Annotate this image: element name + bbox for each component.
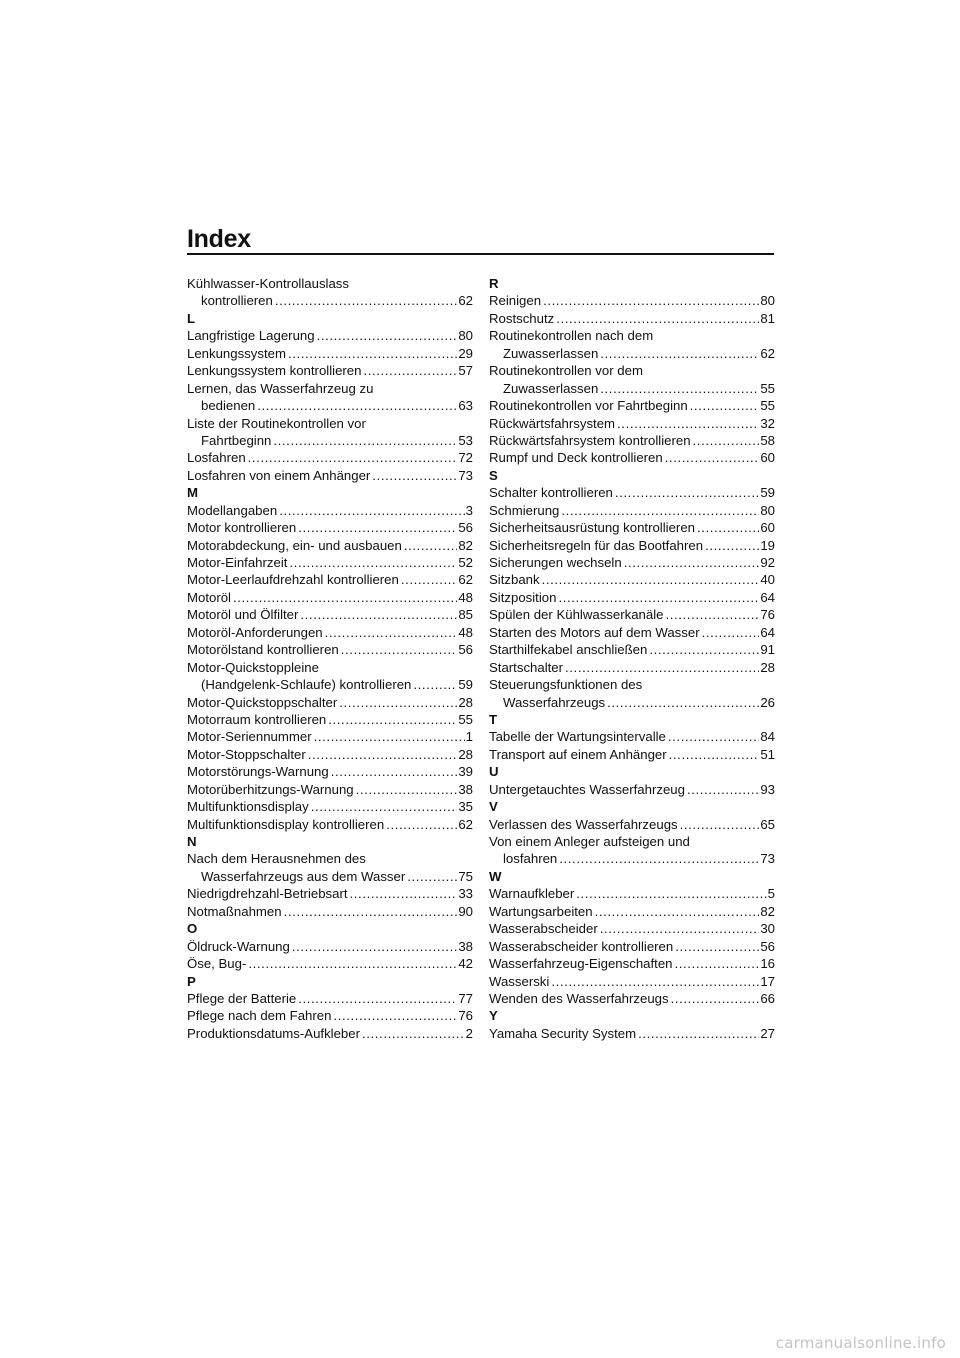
index-page-number: 39 — [458, 764, 473, 780]
index-entry — [187, 1025, 473, 1042]
dot-leader — [314, 728, 465, 745]
dot-leader — [372, 467, 457, 484]
index-entry — [187, 885, 473, 902]
title-divider — [187, 253, 774, 255]
index-entry — [187, 659, 473, 694]
dot-leader — [289, 554, 457, 571]
dot-leader — [600, 345, 759, 362]
index-entry — [187, 850, 473, 885]
dot-leader — [339, 694, 457, 711]
index-entry — [489, 415, 775, 432]
dot-leader — [288, 345, 457, 362]
index-entry — [187, 781, 473, 798]
dot-leader — [705, 537, 759, 554]
index-page-number: 32 — [760, 415, 775, 431]
dot-leader — [558, 589, 759, 606]
index-entry-text: Losfahren von einem Anhänger — [187, 467, 371, 483]
dot-leader — [273, 432, 457, 449]
index-entry — [187, 624, 473, 641]
dot-leader — [292, 938, 457, 955]
index-entry-text: Notmaßnahmen — [187, 903, 282, 919]
index-entry-text: Rumpf und Deck kontrollieren — [489, 450, 663, 466]
index-page-number: 42 — [458, 956, 473, 972]
index-entry-text: Starten des Motors auf dem Wasser — [489, 624, 700, 640]
dot-leader — [341, 641, 458, 658]
index-page-number: 33 — [458, 886, 473, 902]
index-page-number: 51 — [760, 746, 775, 762]
index-entry — [489, 676, 775, 711]
dot-leader — [649, 641, 759, 658]
index-entry-text: Motorüberhitzungs-Warnung — [187, 781, 354, 797]
index-entry-text: Motorstörungs-Warnung — [187, 764, 329, 780]
index-entry-text: kontrollieren — [201, 293, 273, 309]
index-page-number: 62 — [458, 293, 473, 309]
index-page-number: 28 — [458, 746, 473, 762]
dot-leader — [401, 571, 457, 588]
index-entry — [489, 397, 775, 414]
index-page-number: 80 — [760, 502, 775, 518]
index-entry-text: Routinekontrollen vor dem — [489, 363, 643, 379]
index-entry — [489, 589, 775, 606]
index-entry-text: Öldruck-Warnung — [187, 938, 290, 954]
dot-leader — [386, 816, 457, 833]
index-entry — [489, 449, 775, 466]
index-entry-text: Sitzposition — [489, 589, 557, 605]
index-entry — [187, 990, 473, 1007]
index-entry-text: Modellangaben — [187, 502, 278, 518]
dot-leader — [328, 711, 457, 728]
index-entry-text: Spülen der Kühlwasserkanäle — [489, 607, 664, 623]
index-entry-text: Motor-Einfahrzeit — [187, 555, 288, 570]
index-page-number: 62 — [458, 572, 473, 588]
index-entry-text: Sicherheitsregeln für das Bootfahren — [489, 537, 704, 553]
index-page-number: 81 — [760, 310, 775, 326]
dot-leader — [325, 624, 458, 641]
index-letter-heading: S — [489, 467, 498, 483]
index-entry-text: Starthilfekabel anschließen — [489, 642, 648, 658]
dot-leader — [665, 606, 759, 623]
index-entry — [489, 571, 775, 588]
index-entry-text: Wasserabscheider — [489, 921, 598, 937]
index-page-number: 73 — [760, 851, 775, 867]
dot-leader — [543, 292, 759, 309]
index-page-number: 82 — [760, 903, 775, 919]
index-column-left — [187, 275, 473, 1042]
index-entry-text: Motor-Quickstoppleine — [187, 659, 319, 675]
index-page-number: 62 — [458, 816, 473, 832]
index-entry — [187, 589, 473, 606]
index-letter-heading: M — [187, 485, 198, 501]
index-page-number: 3 — [465, 502, 473, 518]
dot-leader — [624, 554, 760, 571]
dot-leader — [675, 938, 759, 955]
index-entry — [187, 502, 473, 519]
dot-leader — [333, 1007, 457, 1024]
index-entry-text: Wasserski — [489, 973, 550, 989]
dot-leader — [350, 885, 458, 902]
index-letter-heading: P — [187, 973, 196, 989]
index-page-number: 84 — [760, 729, 775, 745]
index-entry — [187, 380, 473, 415]
index-entry-text: Transport auf einem Anhänger — [489, 746, 667, 762]
index-page-number: 85 — [458, 607, 473, 623]
index-entry-text: Lernen, das Wasserfahrzeug zu — [187, 380, 374, 396]
index-page-number: 92 — [760, 555, 775, 570]
index-page-number: 53 — [458, 432, 473, 448]
index-page-number: 38 — [458, 781, 473, 797]
index-entry-text: Verlassen des Wasserfahrzeugs — [489, 816, 678, 832]
index-entry-text: Pflege nach dem Fahren — [187, 1008, 332, 1024]
index-entry-text: Multifunktionsdisplay — [187, 799, 309, 815]
index-page-number: 56 — [458, 520, 473, 536]
dot-leader — [556, 310, 759, 327]
dot-leader — [665, 449, 760, 466]
index-entry-text: Motorraum kontrollieren — [187, 711, 327, 727]
index-entry-text: bedienen — [201, 398, 256, 414]
index-entry-text: Untergetauchtes Wasserfahrzeug — [489, 781, 685, 797]
index-page-number: 19 — [760, 537, 775, 553]
index-entry-text: Liste der Routinekontrollen vor — [187, 415, 366, 431]
dot-leader — [561, 502, 759, 519]
index-page-number: 73 — [458, 467, 473, 483]
index-page-number: 27 — [760, 1025, 775, 1041]
index-entry-text: Niedrigdrehzahl-Betriebsart — [187, 886, 348, 902]
dot-leader — [248, 955, 457, 972]
index-page-number: 55 — [760, 380, 775, 396]
index-entry-text: Wasserabscheider kontrollieren — [489, 938, 674, 954]
index-entry — [489, 432, 775, 449]
dot-leader — [607, 694, 759, 711]
dot-leader — [298, 990, 457, 1007]
dot-leader — [671, 990, 760, 1007]
dot-leader — [565, 659, 759, 676]
index-entry — [187, 798, 473, 815]
dot-leader — [668, 728, 759, 745]
index-page-number: 91 — [760, 642, 775, 658]
dot-leader — [317, 327, 458, 344]
index-page-number: 57 — [458, 363, 473, 379]
index-page-number: 72 — [458, 450, 473, 466]
index-entry-text: Rückwärtsfahrsystem kontrollieren — [489, 432, 691, 448]
index-entry-text: Motorabdeckung, ein- und ausbauen — [187, 537, 402, 553]
index-entry-text: Von einem Anleger aufsteigen und — [489, 834, 690, 849]
index-entry-text: Startschalter — [489, 659, 564, 675]
index-entry — [187, 763, 473, 780]
dot-leader — [697, 519, 759, 536]
index-entry — [489, 1025, 775, 1042]
index-page-number: 55 — [760, 398, 775, 414]
index-entry — [489, 816, 775, 833]
index-entry — [187, 903, 473, 920]
footer-watermark: carmanualsonline.info — [775, 1334, 946, 1352]
index-entry-text: Warnaufkleber — [489, 886, 575, 902]
index-entry — [489, 955, 775, 972]
index-page-number: 17 — [760, 973, 775, 989]
index-entry — [187, 519, 473, 536]
index-page-number: 48 — [458, 589, 473, 605]
index-entry — [489, 990, 775, 1007]
dot-leader — [413, 676, 457, 693]
index-entry-text: Zuwasserlassen — [503, 380, 599, 396]
index-letter-heading: T — [489, 711, 498, 727]
index-page-number: 56 — [760, 938, 775, 954]
index-entry — [187, 467, 473, 484]
dot-leader — [638, 1025, 759, 1042]
index-entry — [489, 903, 775, 920]
index-entry-text: Motoröl und Ölfilter — [187, 607, 299, 623]
index-entry — [489, 728, 775, 745]
index-entry — [489, 537, 775, 554]
index-entry-text: Langfristige Lagerung — [187, 328, 315, 344]
dot-leader — [279, 502, 464, 519]
index-entry-text: Lenkungssystem — [187, 345, 286, 361]
dot-leader — [542, 571, 760, 588]
index-page-number: 76 — [760, 607, 775, 623]
index-entry — [489, 833, 775, 868]
index-letter-heading: N — [187, 834, 197, 849]
index-entry-text: Motor kontrollieren — [187, 520, 297, 536]
dot-leader — [680, 816, 760, 833]
index-page-number: 35 — [458, 799, 473, 815]
index-entry-text: Schmierung — [489, 502, 560, 518]
index-entry — [489, 781, 775, 798]
index-entry-text: Routinekontrollen vor Fahrtbeginn — [489, 398, 688, 414]
index-entry — [489, 746, 775, 763]
index-entry-text: Yamaha Security System — [489, 1025, 637, 1041]
index-letter-heading: O — [187, 921, 198, 937]
index-page-number: 26 — [760, 694, 775, 710]
index-page-number: 66 — [760, 990, 775, 1006]
index-entry — [489, 641, 775, 658]
dot-leader — [600, 380, 759, 397]
index-letter-heading: U — [489, 764, 499, 780]
index-entry — [489, 362, 775, 397]
index-entry — [187, 415, 473, 450]
index-page-number: 60 — [760, 520, 775, 536]
index-page-number: 56 — [458, 642, 473, 658]
index-entry — [187, 362, 473, 379]
dot-leader — [356, 781, 458, 798]
dot-leader — [275, 292, 457, 309]
index-page-number: 38 — [458, 938, 473, 954]
index-page-number: 76 — [458, 1008, 473, 1024]
index-letter-heading: V — [489, 799, 498, 815]
index-entry-text: Rostschutz — [489, 310, 555, 326]
dot-leader — [559, 850, 759, 867]
index-entry — [187, 641, 473, 658]
dot-leader — [404, 537, 458, 554]
index-entry — [489, 519, 775, 536]
index-entry-text: Reinigen — [489, 293, 542, 309]
dot-leader — [300, 606, 457, 623]
dot-leader — [363, 362, 457, 379]
index-page-number: 63 — [458, 398, 473, 414]
index-entry-text: Fahrtbeginn — [201, 432, 272, 448]
index-entry-text: Produktionsdatums-Aufkleber — [187, 1025, 360, 1041]
page-title: Index — [187, 225, 251, 253]
index-page-number: 60 — [760, 450, 775, 466]
index-entry — [187, 554, 473, 571]
index-entry — [187, 571, 473, 588]
index-entry — [489, 310, 775, 327]
index-letter-heading: Y — [489, 1008, 498, 1024]
index-entry-text: Motoröl — [187, 589, 231, 605]
index-page-number: 52 — [458, 555, 473, 570]
index-page-number: 2 — [465, 1025, 473, 1041]
index-entry-text: Steuerungsfunktionen des — [489, 677, 643, 693]
index-entry-text: Motor-Leerlaufdrehzahl kontrollieren — [187, 572, 399, 588]
dot-leader — [331, 763, 458, 780]
dot-leader — [362, 1025, 465, 1042]
index-entry-text: Sicherheitsausrüstung kontrollieren — [489, 520, 695, 536]
dot-leader — [233, 589, 457, 606]
index-column-right — [489, 275, 775, 1042]
index-entry-text: Motor-Seriennummer — [187, 729, 312, 745]
index-entry — [489, 502, 775, 519]
index-page-number: 65 — [760, 816, 775, 832]
index-entry-text: Multifunktionsdisplay kontrollieren — [187, 816, 385, 832]
index-entry-text: Wasserfahrzeug-Eigenschaften — [489, 956, 673, 972]
dot-leader — [687, 781, 759, 798]
dot-leader — [675, 955, 760, 972]
index-entry — [187, 746, 473, 763]
index-page-number: 64 — [760, 624, 775, 640]
dot-leader — [407, 868, 457, 885]
index-entry-text: Pflege der Batterie — [187, 990, 297, 1006]
index-entry-text: Rückwärtsfahrsystem — [489, 415, 616, 431]
index-entry-text: Routinekontrollen nach dem — [489, 328, 654, 344]
index-entry — [187, 711, 473, 728]
index-entry — [489, 938, 775, 955]
index-entry-text: (Handgelenk-Schlaufe) kontrollieren — [201, 677, 412, 693]
index-entry-text: Motor-Stoppschalter — [187, 746, 306, 762]
index-entry — [489, 920, 775, 937]
index-entry — [187, 816, 473, 833]
index-entry-text: Losfahren — [187, 450, 246, 466]
index-entry-text: Wasserfahrzeugs — [503, 694, 606, 710]
index-entry — [187, 728, 473, 745]
index-entry — [489, 606, 775, 623]
index-entry — [489, 624, 775, 641]
dot-leader — [595, 903, 760, 920]
index-entry — [489, 554, 775, 571]
index-entry — [187, 938, 473, 955]
index-page-number: 82 — [458, 537, 473, 553]
index-page-number: 48 — [458, 624, 473, 640]
dot-leader — [551, 973, 759, 990]
index-entry-text: Motoröl-Anforderungen — [187, 624, 323, 640]
dot-leader — [311, 798, 458, 815]
index-page-number: 59 — [760, 485, 775, 501]
index-entry — [187, 327, 473, 344]
dot-leader — [669, 746, 760, 763]
index-entry — [489, 885, 775, 902]
index-page-number: 77 — [458, 990, 473, 1006]
index-entry-text: Zuwasserlassen — [503, 345, 599, 361]
index-page-number: 64 — [760, 589, 775, 605]
index-entry — [489, 484, 775, 501]
index-page-number: 5 — [767, 886, 775, 902]
dot-leader — [600, 920, 760, 937]
index-page-number: 40 — [760, 572, 775, 588]
index-entry-text: losfahren — [503, 851, 558, 867]
index-entry-text: Nach dem Herausnehmen des — [187, 851, 366, 867]
index-entry-text: Lenkungssystem kontrollieren — [187, 363, 362, 379]
dot-leader — [617, 415, 759, 432]
dot-leader — [308, 746, 458, 763]
index-page-number: 1 — [465, 729, 473, 745]
index-entry — [187, 606, 473, 623]
index-letter-heading: R — [489, 276, 499, 291]
dot-leader — [702, 624, 760, 641]
index-entry — [187, 345, 473, 362]
index-page-number: 55 — [458, 711, 473, 727]
index-entry-text: Schalter kontrollieren — [489, 485, 613, 501]
index-entry-text: Öse, Bug- — [187, 956, 247, 972]
dot-leader — [615, 484, 759, 501]
dot-leader — [576, 885, 766, 902]
dot-leader — [693, 432, 760, 449]
index-page-number: 80 — [760, 293, 775, 309]
index-entry — [187, 449, 473, 466]
index-page-number: 62 — [760, 345, 775, 361]
index-entry-text: Wenden des Wasserfahrzeugs — [489, 990, 669, 1006]
index-entry-text: Motor-Quickstoppschalter — [187, 694, 338, 710]
index-entry — [187, 955, 473, 972]
dot-leader — [298, 519, 457, 536]
index-page-number: 29 — [458, 345, 473, 361]
index-entry — [489, 973, 775, 990]
index-letter-heading: L — [187, 310, 196, 326]
index-entry — [187, 275, 473, 310]
index-page-number: 58 — [760, 432, 775, 448]
index-page-number: 28 — [458, 694, 473, 710]
index-page-number: 16 — [760, 956, 775, 972]
dot-leader — [257, 397, 457, 414]
index-page-number: 80 — [458, 328, 473, 344]
index-entry-text: Sicherungen wechseln — [489, 555, 622, 570]
index-entry-text: Kühlwasser-Kontrollauslass — [187, 276, 349, 291]
index-page-number: 75 — [458, 868, 473, 884]
index-entry — [187, 1007, 473, 1024]
index-entry — [489, 327, 775, 362]
index-page-number: 30 — [760, 921, 775, 937]
index-page-number: 59 — [458, 677, 473, 693]
index-entry — [187, 537, 473, 554]
index-entry-text: Motorölstand kontrollieren — [187, 642, 339, 658]
index-entry-text: Tabelle der Wartungsintervalle — [489, 729, 666, 745]
index-page-number: 90 — [458, 903, 473, 919]
index-entry — [187, 694, 473, 711]
index-page-number: 93 — [760, 781, 775, 797]
dot-leader — [690, 397, 760, 414]
dot-leader — [248, 449, 458, 466]
index-entry — [489, 292, 775, 309]
index-entry-text: Wasserfahrzeugs aus dem Wasser — [201, 868, 406, 884]
index-entry — [489, 659, 775, 676]
dot-leader — [284, 903, 458, 920]
index-entry-text: Sitzbank — [489, 572, 540, 588]
index-letter-heading: W — [489, 868, 502, 884]
index-entry-text: Wartungsarbeiten — [489, 903, 593, 919]
index-page-number: 28 — [760, 659, 775, 675]
